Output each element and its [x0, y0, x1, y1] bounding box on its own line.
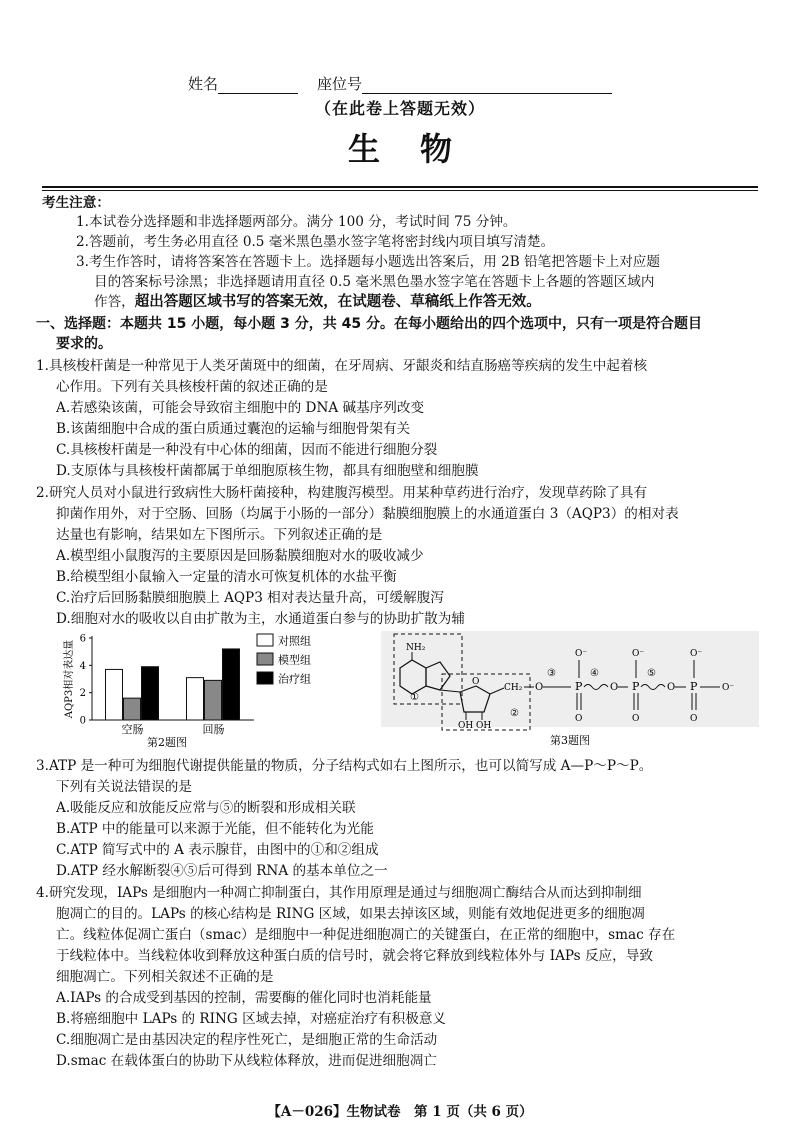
name-label: 姓名: [187, 75, 218, 93]
legend-label: 模型组: [278, 653, 311, 667]
q4-stem: 亡。线粒体促凋亡蛋白（smac）是细胞中一种促进细胞凋亡的关键蛋白，在正常的细胞中，smac 存在: [56, 927, 676, 943]
x-tick-label: 空肠: [121, 723, 144, 736]
q4-stem: 细胞凋亡。下列相关叙述不正确的是: [56, 969, 274, 985]
notice-bold-tail: 超出答题区域书写的答案无效，在试题卷、草稿纸上作答无效。: [134, 293, 541, 310]
bond-label: ⑤: [647, 668, 656, 679]
label-1: ①: [410, 692, 419, 703]
phosphorus: P: [575, 680, 583, 693]
oh-label-1: OH: [458, 721, 474, 731]
legend-swatch: [257, 634, 273, 646]
q2-stem: 抑菌作用外，对于空肠、回肠（均属于小肠的一部分）黏膜细胞膜上的水通道蛋白 3（AQP3）的相对表: [56, 506, 679, 522]
phosphorus: P: [690, 680, 698, 693]
bar-模型组: [205, 680, 222, 720]
atp-structure-figure: [380, 630, 760, 746]
subject-title: 生物: [347, 130, 492, 168]
q2-option-c: C.治疗后回肠黏膜细胞膜上 AQP3 相对表达量升高，可缓解腹泻: [56, 590, 444, 606]
oxygen: O: [575, 714, 583, 724]
phosphorus: P: [632, 680, 640, 693]
oxygen: O: [632, 714, 640, 724]
notice-item: 作答，超出答题区域书写的答案无效，在试题卷、草稿纸上作答无效。: [94, 293, 541, 310]
notice-item: 2.答题前，考生务必用直径 0.5 毫米黑色墨水签字笔将密封线内项目填写清楚。: [76, 234, 555, 250]
notice-title: 考生注意：: [42, 195, 110, 211]
figure-background: [381, 631, 759, 727]
notice-item: 3.考生作答时，请将答案答在答题卡上。选择题每小题选出答案后，用 2B 铅笔把答题卡上对应题: [76, 254, 660, 270]
divider: [42, 186, 758, 188]
chart-caption: 第2题图: [147, 736, 187, 749]
oh-label-2: OH: [476, 721, 492, 731]
seat-label: 座位号: [317, 75, 363, 93]
ch2-label: CH₂: [504, 683, 523, 693]
q2-stem: 达量也有影响，结果如左下图所示。下列叙述正确的是: [56, 527, 383, 543]
nh2-label: NH₂: [406, 643, 426, 653]
seat-blank: [362, 79, 612, 94]
x-tick-label: 回肠: [202, 723, 225, 736]
q3-option-c: C.ATP 简写式中的 A 表示腺苷，由图中的①和②组成: [56, 842, 379, 858]
q3-option-d: D.ATP 经水解断裂④⑤后可得到 RNA 的基本单位之一: [56, 863, 388, 879]
notice-item: 目的答案标号涂黑；非选择题请用直径 0.5 毫米黑色墨水签字笔在答题卡上各题的答题区域内: [94, 274, 655, 290]
section-heading: 一、选择题：本题共 15 小题，每小题 3 分，共 45 分。在每小题给出的四个选项中，只有一项是符合题目: [36, 316, 702, 332]
q4-option-a: A.IAPs 的合成受到基因的控制，需要酶的催化同时也消耗能量: [56, 990, 432, 1006]
q1-stem: 1.具核梭杆菌是一种常见于人类牙菌斑中的细菌，在牙周病、牙龈炎和结直肠癌等疾病的发生中起着核: [36, 358, 648, 374]
bar-治疗组: [142, 667, 159, 720]
page-footer: 【A－026】生物试卷 第 1 页（共 6 页）: [267, 1104, 533, 1120]
bar-对照组: [106, 669, 123, 720]
name-blank: [218, 79, 298, 94]
q4-stem: 4.研究发现，IAPs 是细胞内一种凋亡抑制蛋白，其作用原理是通过与细胞凋亡酶结合从而达到抑制细: [36, 885, 642, 901]
q4-stem: 胞凋亡的目的。LAPs 的核心结构是 RING 区域，如果去掉该区域，则能有效地促进更多的细胞凋: [56, 906, 645, 922]
q4-option-d: D.smac 在载体蛋白的协助下从线粒体释放，进而促进细胞凋亡: [56, 1053, 437, 1069]
oxygen: O: [690, 714, 698, 724]
q1-option-c: C.具核梭杆菌是一种没有中心体的细菌，因而不能进行细胞分裂: [56, 442, 438, 458]
divider: [42, 190, 758, 191]
oxygen-minus: O⁻: [690, 649, 703, 659]
oxygen-minus: O⁻: [632, 649, 645, 659]
q3-stem: 3.ATP 是一种可为细胞代谢提供能量的物质，分子结构式如右上图所示，也可以简写成 A—P～P～P。: [36, 758, 653, 774]
q2-option-a: A.模型组小鼠腹泻的主要原因是回肠黏膜细胞对水的吸收减少: [56, 548, 424, 564]
invalid-note: （在此卷上答题无效）: [314, 99, 485, 118]
bar-模型组: [124, 698, 141, 720]
q2-option-b: B.给模型组小鼠输入一定量的清水可恢复机体的水盐平衡: [56, 569, 397, 585]
legend-label: 对照组: [278, 634, 311, 648]
q1-option-b: B.该菌细胞中合成的蛋白质通过囊泡的运输与细胞骨架有关: [56, 421, 411, 437]
bar-治疗组: [223, 649, 240, 720]
ring-oxygen: O: [472, 677, 480, 687]
bar-对照组: [187, 678, 204, 720]
bridge-oxygen: O: [667, 682, 676, 693]
section-heading-cont: 要求的。: [56, 336, 112, 352]
q1-option-a: A.若感染该菌，可能会导致宿主细胞中的 DNA 碱基序列改变: [56, 400, 425, 416]
y-tick-label: 2: [79, 688, 86, 700]
q1-option-d: D.支原体与具核梭杆菌都属于单细胞原核生物，都具有细胞壁和细胞膜: [56, 463, 479, 479]
terminal-oxygen: O⁻: [722, 683, 735, 693]
q4-stem: 于线粒体中。当线粒体收到释放这种蛋白质的信号时，就会将它释放到线粒体外与 IAPs 反应，导致: [56, 948, 653, 964]
bond-label: ③: [547, 668, 556, 679]
bond-label: ④: [590, 668, 599, 679]
q4-option-b: B.将癌细胞中 LAPs 的 RING 区域去掉，对癌症治疗有积极意义: [56, 1011, 447, 1027]
oxygen-minus: O⁻: [575, 649, 588, 659]
q2-bar-chart: [62, 630, 362, 750]
q3-option-a: A.吸能反应和放能反应常与⑤的断裂和形成相关联: [56, 800, 356, 816]
q1-stem: 心作用。下列有关具核梭杆菌的叙述正确的是: [56, 379, 328, 395]
y-tick-label: 6: [79, 633, 86, 645]
atp-caption: 第3题图: [550, 734, 590, 746]
y-tick-label: 0: [79, 715, 86, 727]
q2-stem: 2.研究人员对小鼠进行致病性大肠杆菌接种，构建腹泻模型。用某种草药进行治疗，发现草药除了具有: [36, 485, 648, 501]
bridge-oxygen: O: [610, 682, 619, 693]
legend-swatch: [257, 672, 273, 684]
q3-option-b: B.ATP 中的能量可以来源于光能，但不能转化为光能: [56, 821, 374, 837]
y-axis-label: AQP3相对表达量: [64, 639, 75, 719]
q2-option-d: D.细胞对水的吸收以自由扩散为主，水通道蛋白参与的协助扩散为辅: [56, 611, 465, 627]
q4-option-c: C.细胞凋亡是由基因决定的程序性死亡，是细胞正常的生命活动: [56, 1032, 438, 1048]
label-2: ②: [510, 708, 519, 719]
legend-label: 治疗组: [278, 672, 311, 686]
candidate-info-line: [0, 73, 800, 94]
q3-stem: 下列有关说法错误的是: [56, 779, 192, 795]
ester-oxygen: O: [535, 682, 544, 693]
y-tick-label: 4: [79, 660, 86, 672]
legend-swatch: [257, 653, 273, 665]
notice-item: 1.本试卷分选择题和非选择题两部分。满分 100 分，考试时间 75 分钟。: [76, 214, 517, 230]
